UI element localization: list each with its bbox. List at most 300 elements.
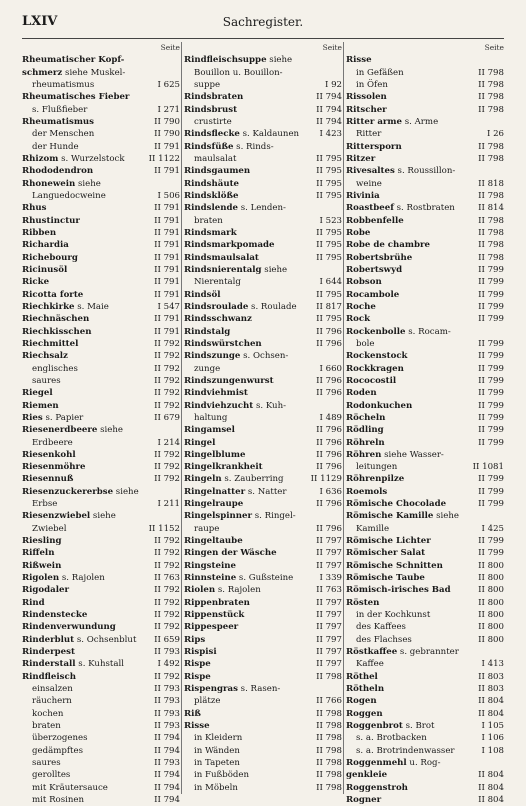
index-entry bbox=[22, 412, 180, 424]
index-entry bbox=[346, 498, 504, 510]
entry-term: Ringsteine bbox=[184, 560, 236, 571]
index-entry bbox=[346, 486, 504, 498]
entry-subterm: braten bbox=[32, 721, 61, 732]
entry-crossref: s. Brot bbox=[402, 721, 435, 732]
index-entry bbox=[346, 461, 504, 473]
index-entry bbox=[346, 79, 504, 91]
index-entry bbox=[184, 67, 342, 79]
entry-term: Rindviehzucht bbox=[184, 400, 254, 411]
entry-page-ref: II 791 bbox=[154, 264, 180, 275]
entry-term: Riesenzwiebel bbox=[22, 511, 91, 522]
index-entry bbox=[184, 252, 342, 264]
entry-term: Roggen bbox=[346, 708, 383, 719]
entry-crossref: siehe bbox=[90, 511, 116, 522]
entry-page-ref: II 792 bbox=[154, 548, 180, 559]
index-entry bbox=[22, 178, 180, 190]
entry-term: Rindsbraten bbox=[184, 92, 244, 103]
entry-subterm: plätze bbox=[194, 696, 221, 707]
entry-term: Rindslende bbox=[184, 203, 238, 214]
entry-crossref: s. Ochsen- bbox=[240, 351, 289, 362]
entry-term: Rösten bbox=[346, 597, 380, 608]
entry-term: Ringelkrankheit bbox=[184, 462, 263, 473]
index-entry bbox=[184, 510, 342, 522]
entry-term: Riesenkohl bbox=[22, 449, 76, 460]
entry-term: Ringel bbox=[184, 437, 216, 448]
index-entry bbox=[22, 634, 180, 646]
index-entry bbox=[22, 535, 180, 547]
entry-page-ref: II 804 bbox=[478, 708, 504, 719]
entry-page-ref: II 800 bbox=[478, 560, 504, 571]
entry-page-ref: II 803 bbox=[478, 671, 504, 682]
entry-term: Rock bbox=[346, 314, 371, 325]
entry-term: Ringeln bbox=[184, 474, 222, 485]
entry-term: Rheumatischer Kopf- bbox=[22, 55, 125, 66]
entry-page-ref: II 799 bbox=[478, 536, 504, 547]
entry-crossref: s. Roussillon- bbox=[394, 166, 456, 177]
entry-subterm: in Kleidern bbox=[194, 733, 243, 744]
entry-page-ref: II 792 bbox=[154, 585, 180, 596]
index-entry bbox=[184, 609, 342, 621]
entry-term: Ringelnatter bbox=[184, 486, 246, 497]
entry-page-ref: II 799 bbox=[478, 375, 504, 386]
index-entry bbox=[22, 547, 180, 559]
entry-subterm: s. Flußfieber bbox=[32, 104, 88, 115]
index-column-3 bbox=[346, 42, 504, 806]
entry-term: Ries bbox=[22, 412, 43, 423]
entry-term: Rips bbox=[184, 634, 206, 645]
index-entry bbox=[184, 449, 342, 461]
index-entry bbox=[22, 141, 180, 153]
index-entry bbox=[22, 67, 180, 79]
index-entry bbox=[346, 326, 504, 338]
entry-term: Roastbeef bbox=[346, 203, 394, 214]
entry-term: Riechkirke bbox=[22, 301, 75, 312]
entry-term: Römische Schnitten bbox=[346, 560, 443, 571]
entry-crossref: siehe bbox=[266, 55, 293, 66]
page-column-header: Seite bbox=[160, 43, 180, 52]
entry-page-ref: I 211 bbox=[157, 499, 180, 510]
entry-page-ref: II 796 bbox=[316, 338, 342, 349]
entry-page-ref: II 798 bbox=[478, 104, 504, 115]
entry-page-ref: II 804 bbox=[478, 696, 504, 707]
entry-page-ref: II 795 bbox=[316, 153, 342, 164]
entry-term: Rocambole bbox=[346, 289, 400, 300]
index-entry bbox=[346, 473, 504, 485]
index-entry bbox=[22, 375, 180, 387]
entry-subterm: des Kaffees bbox=[356, 622, 406, 633]
entry-page-ref: II 796 bbox=[316, 388, 342, 399]
entry-page-ref: II 799 bbox=[478, 314, 504, 325]
entry-page-ref: II 795 bbox=[316, 314, 342, 325]
index-entry bbox=[346, 301, 504, 313]
entry-term: Ringelraupe bbox=[184, 499, 244, 510]
index-entry bbox=[346, 609, 504, 621]
entry-crossref: s. Zauberring bbox=[221, 474, 284, 485]
index-entry bbox=[184, 276, 342, 288]
index-entry bbox=[184, 153, 342, 165]
index-entry bbox=[346, 227, 504, 239]
entry-crossref: s. Rinds- bbox=[233, 141, 274, 152]
entry-crossref: u. Rog- bbox=[406, 758, 441, 769]
entry-term: Rindsgaumen bbox=[184, 166, 251, 177]
entry-crossref: s. Ochsenblut bbox=[74, 634, 137, 645]
entry-page-ref: II 793 bbox=[154, 758, 180, 769]
entry-term: Rockenbolle bbox=[346, 326, 406, 337]
index-entry bbox=[22, 116, 180, 128]
index-entry bbox=[346, 264, 504, 276]
entry-term: Risse bbox=[346, 55, 372, 66]
entry-page-ref: II 1129 bbox=[310, 474, 342, 485]
index-entry bbox=[184, 560, 342, 572]
index-entry bbox=[184, 535, 342, 547]
index-entry bbox=[346, 141, 504, 153]
entry-page-ref: II 798 bbox=[316, 782, 342, 793]
entry-page-ref: II 803 bbox=[478, 684, 504, 695]
index-entry bbox=[346, 338, 504, 350]
index-entry bbox=[184, 289, 342, 301]
entry-page-ref: I 506 bbox=[157, 190, 180, 201]
entry-page-ref: II 818 bbox=[478, 178, 504, 189]
index-entry bbox=[22, 695, 180, 707]
index-entry bbox=[184, 769, 342, 781]
index-entry bbox=[184, 104, 342, 116]
entry-term: Ricotta forte bbox=[22, 289, 84, 300]
entry-subterm: leitungen bbox=[356, 462, 398, 473]
entry-term: Röhrenpilze bbox=[346, 474, 405, 485]
index-entry bbox=[346, 437, 504, 449]
entry-crossref: s. Kuh- bbox=[253, 400, 287, 411]
entry-term: Roggenmehl bbox=[346, 758, 407, 769]
index-entry bbox=[346, 510, 504, 522]
entry-page-ref: I 625 bbox=[157, 79, 180, 90]
entry-term: Rococostil bbox=[346, 375, 397, 386]
index-entry bbox=[184, 473, 342, 485]
index-entry bbox=[184, 264, 342, 276]
entry-term: Römischer Salat bbox=[346, 548, 426, 559]
entry-page-ref: II 799 bbox=[478, 474, 504, 485]
index-entry bbox=[184, 400, 342, 412]
index-entry bbox=[22, 461, 180, 473]
entry-term: Riechsalz bbox=[22, 351, 68, 362]
entry-page-ref: II 798 bbox=[316, 758, 342, 769]
entry-page-ref: II 800 bbox=[478, 573, 504, 584]
entry-subterm: suppe bbox=[194, 79, 221, 90]
index-entry bbox=[346, 350, 504, 362]
entry-term: Rindfleisch bbox=[22, 671, 76, 682]
index-entry bbox=[346, 597, 504, 609]
entry-term: Ritter arme bbox=[346, 116, 402, 127]
index-entry bbox=[184, 375, 342, 387]
entry-page-ref: I 413 bbox=[481, 659, 504, 670]
entry-page-ref: II 797 bbox=[316, 560, 342, 571]
index-entry bbox=[346, 720, 504, 732]
entry-subterm: Nierentalg bbox=[194, 277, 241, 288]
entry-term: Rindswürstchen bbox=[184, 338, 262, 349]
entry-term: Ritscher bbox=[346, 104, 387, 115]
entry-page-ref: II 791 bbox=[154, 227, 180, 238]
entry-term: Römische Kamille bbox=[346, 511, 434, 522]
entry-page-ref: II 795 bbox=[316, 190, 342, 201]
entry-term: Ringamsel bbox=[184, 425, 235, 436]
entry-term: Rispe bbox=[184, 671, 211, 682]
entry-page-ref: II 790 bbox=[154, 129, 180, 140]
entry-crossref: s. Rocam- bbox=[405, 326, 451, 337]
entry-subterm: zunge bbox=[194, 363, 221, 374]
entry-page-ref: II 799 bbox=[478, 412, 504, 423]
index-entry bbox=[184, 215, 342, 227]
entry-page-ref: II 796 bbox=[316, 437, 342, 448]
entry-page-ref: II 792 bbox=[154, 622, 180, 633]
entry-term: Rindsfüße bbox=[184, 141, 234, 152]
index-entry bbox=[184, 116, 342, 128]
entry-page-ref: II 794 bbox=[154, 795, 180, 806]
entry-page-ref: II 797 bbox=[316, 610, 342, 621]
index-entry bbox=[22, 79, 180, 91]
index-entry bbox=[184, 523, 342, 535]
entry-term: Rheumatisches Fieber bbox=[22, 92, 130, 103]
entry-page-ref: II 794 bbox=[316, 104, 342, 115]
entry-page-ref: II 793 bbox=[154, 684, 180, 695]
entry-page-ref: II 790 bbox=[154, 116, 180, 127]
entry-page-ref: II 792 bbox=[154, 400, 180, 411]
entry-term: Riemen bbox=[22, 400, 59, 411]
entry-term: Rittersporn bbox=[346, 141, 402, 152]
entry-page-ref: I 339 bbox=[319, 573, 342, 584]
entry-page-ref: II 1152 bbox=[148, 523, 180, 534]
entry-page-ref: II 798 bbox=[316, 671, 342, 682]
entry-page-ref: II 797 bbox=[316, 622, 342, 633]
entry-crossref: s. Rasen- bbox=[237, 684, 281, 695]
entry-page-ref: II 799 bbox=[478, 264, 504, 275]
entry-subterm: gedämpftes bbox=[32, 745, 83, 756]
entry-term: Roemols bbox=[346, 486, 388, 497]
entry-term: Römische Lichter bbox=[346, 536, 431, 547]
entry-subterm: in Öfen bbox=[356, 79, 388, 90]
entry-page-ref: II 797 bbox=[316, 659, 342, 670]
index-entry bbox=[346, 794, 504, 806]
entry-subterm: weine bbox=[356, 178, 382, 189]
entry-page-ref: I 523 bbox=[319, 215, 342, 226]
index-entry bbox=[22, 757, 180, 769]
entry-subterm: Kamille bbox=[356, 523, 390, 534]
entry-term: Robe bbox=[346, 227, 371, 238]
entry-term: Rinnsteine bbox=[184, 573, 237, 584]
index-entry bbox=[184, 437, 342, 449]
entry-subterm: Erbse bbox=[32, 499, 58, 510]
entry-term: Riesenerdbeere bbox=[22, 425, 98, 436]
index-entry bbox=[184, 782, 342, 794]
entry-crossref: siehe bbox=[433, 511, 460, 522]
index-entry bbox=[184, 683, 342, 695]
entry-term: Rippenstück bbox=[184, 610, 245, 621]
index-entry bbox=[346, 695, 504, 707]
entry-term: genkleie bbox=[346, 770, 388, 781]
entry-page-ref: I 108 bbox=[481, 745, 504, 756]
entry-page-ref: II 796 bbox=[316, 326, 342, 337]
index-entry bbox=[346, 658, 504, 670]
entry-term: Roche bbox=[346, 301, 376, 312]
index-entry bbox=[22, 708, 180, 720]
entry-term: Risse bbox=[184, 721, 210, 732]
entry-page-ref: II 792 bbox=[154, 462, 180, 473]
entry-subterm: haltung bbox=[194, 412, 228, 423]
index-entry bbox=[346, 560, 504, 572]
entry-term: Römische Taube bbox=[346, 573, 425, 584]
index-entry bbox=[184, 190, 342, 202]
index-entry bbox=[22, 54, 180, 66]
index-entry bbox=[184, 498, 342, 510]
entry-page-ref: II 799 bbox=[478, 437, 504, 448]
entry-term: Rindsmarkpomade bbox=[184, 240, 275, 251]
entry-term: Rippenbraten bbox=[184, 597, 250, 608]
entry-page-ref: II 793 bbox=[154, 721, 180, 732]
index-column-2 bbox=[184, 42, 342, 794]
index-entry bbox=[184, 646, 342, 658]
entry-term: Rindsmaulsalat bbox=[184, 252, 259, 263]
entry-term: Rhonewein bbox=[22, 178, 76, 189]
entry-crossref: s. Gußsteine bbox=[236, 573, 294, 584]
index-entry bbox=[346, 128, 504, 140]
entry-page-ref: II 799 bbox=[478, 400, 504, 411]
index-entry bbox=[22, 153, 180, 165]
index-entry bbox=[22, 313, 180, 325]
entry-page-ref: I 423 bbox=[319, 129, 342, 140]
column-divider bbox=[343, 42, 344, 794]
entry-page-ref: II 799 bbox=[478, 388, 504, 399]
index-entry bbox=[22, 486, 180, 498]
index-entry bbox=[184, 634, 342, 646]
entry-term: Ricke bbox=[22, 277, 50, 288]
entry-page-ref: I 26 bbox=[486, 129, 504, 140]
page-column-header: Seite bbox=[322, 43, 342, 52]
entry-page-ref: II 799 bbox=[478, 548, 504, 559]
entry-crossref: s. Kuhstall bbox=[75, 659, 124, 670]
entry-subterm: saures bbox=[32, 375, 61, 386]
entry-page-ref: II 791 bbox=[154, 240, 180, 251]
entry-term: Rivinia bbox=[346, 190, 380, 201]
index-entry bbox=[346, 449, 504, 461]
index-entry bbox=[184, 720, 342, 732]
entry-page-ref: II 795 bbox=[316, 227, 342, 238]
entry-page-ref: II 795 bbox=[316, 240, 342, 251]
entry-page-ref: II 791 bbox=[154, 277, 180, 288]
index-entry bbox=[22, 202, 180, 214]
entry-page-ref: II 792 bbox=[154, 375, 180, 386]
index-entry bbox=[346, 91, 504, 103]
entry-term: Rodonkuchen bbox=[346, 400, 413, 411]
index-entry bbox=[22, 350, 180, 362]
entry-page-ref: I 644 bbox=[319, 277, 342, 288]
entry-term: Riß bbox=[184, 708, 201, 719]
entry-crossref: s. Wurzelstock bbox=[58, 153, 125, 164]
entry-crossref: siehe bbox=[75, 178, 101, 189]
index-entry bbox=[22, 326, 180, 338]
entry-crossref: siehe Wasser- bbox=[381, 449, 444, 460]
entry-page-ref: II 798 bbox=[316, 745, 342, 756]
index-entry bbox=[22, 128, 180, 140]
entry-page-ref: II 799 bbox=[478, 289, 504, 300]
entry-page-ref: II 791 bbox=[154, 326, 180, 337]
entry-page-ref: II 791 bbox=[154, 314, 180, 325]
entry-crossref: s. Arme bbox=[402, 116, 439, 127]
entry-term: Rheumatismus bbox=[22, 116, 95, 127]
entry-page-ref: II 798 bbox=[478, 252, 504, 263]
index-entry bbox=[184, 745, 342, 757]
entry-subterm: Erdbeere bbox=[32, 437, 73, 448]
index-entry bbox=[184, 227, 342, 239]
entry-subterm: in Tapeten bbox=[194, 758, 240, 769]
entry-subterm: mit Kräutersauce bbox=[32, 782, 108, 793]
entry-page-ref: II 799 bbox=[478, 486, 504, 497]
index-entry bbox=[22, 646, 180, 658]
entry-page-ref: II 763 bbox=[316, 585, 342, 596]
entry-page-ref: II 798 bbox=[478, 67, 504, 78]
entry-term: Robbenfelle bbox=[346, 215, 404, 226]
entry-subterm: s. a. Brotbacken bbox=[356, 733, 427, 744]
entry-page-ref: II 796 bbox=[316, 499, 342, 510]
entry-subterm: in der Kochkunst bbox=[356, 610, 431, 621]
entry-term: Rivesaltes bbox=[346, 166, 395, 177]
index-entry bbox=[346, 375, 504, 387]
index-entry bbox=[184, 178, 342, 190]
entry-term: Rhododendron bbox=[22, 166, 94, 177]
index-entry bbox=[346, 190, 504, 202]
entry-page-ref: II 795 bbox=[316, 166, 342, 177]
entry-page-ref: II 763 bbox=[154, 573, 180, 584]
index-entry bbox=[22, 523, 180, 535]
index-entry bbox=[22, 597, 180, 609]
index-entry bbox=[22, 769, 180, 781]
index-entry bbox=[22, 449, 180, 461]
index-entry bbox=[346, 67, 504, 79]
entry-subterm: in Wänden bbox=[194, 745, 240, 756]
entry-page-ref: II 792 bbox=[154, 671, 180, 682]
entry-subterm: raupe bbox=[194, 523, 220, 534]
entry-page-ref: II 797 bbox=[316, 634, 342, 645]
entry-page-ref: II 795 bbox=[316, 178, 342, 189]
entry-page-ref: II 798 bbox=[478, 92, 504, 103]
entry-term: Rindsflecke bbox=[184, 129, 240, 140]
index-entry bbox=[22, 572, 180, 584]
entry-term: Rindsmark bbox=[184, 227, 237, 238]
index-entry bbox=[346, 757, 504, 769]
index-entry bbox=[22, 782, 180, 794]
index-entry bbox=[346, 313, 504, 325]
entry-page-ref: II 800 bbox=[478, 622, 504, 633]
entry-term: Richebourg bbox=[22, 252, 78, 263]
entry-page-ref: II 798 bbox=[478, 240, 504, 251]
entry-term: Rindsöl bbox=[184, 289, 221, 300]
index-entry bbox=[22, 658, 180, 670]
entry-page-ref: I 106 bbox=[481, 733, 504, 744]
index-entry bbox=[346, 276, 504, 288]
entry-page-ref: II 1081 bbox=[472, 462, 504, 473]
entry-term: Rhustinctur bbox=[22, 215, 80, 226]
entry-term: Rispisi bbox=[184, 647, 217, 658]
index-entry bbox=[22, 584, 180, 596]
index-entry bbox=[184, 757, 342, 769]
entry-term: Roggenstroh bbox=[346, 782, 408, 793]
index-entry bbox=[184, 387, 342, 399]
entry-subterm: gerolltes bbox=[32, 770, 71, 781]
entry-term: Rindenstecke bbox=[22, 610, 88, 621]
index-entry bbox=[22, 301, 180, 313]
entry-page-ref: II 804 bbox=[478, 795, 504, 806]
entry-page-ref: II 798 bbox=[478, 141, 504, 152]
index-entry bbox=[346, 116, 504, 128]
entry-page-ref: I 489 bbox=[319, 412, 342, 423]
index-entry bbox=[184, 128, 342, 140]
